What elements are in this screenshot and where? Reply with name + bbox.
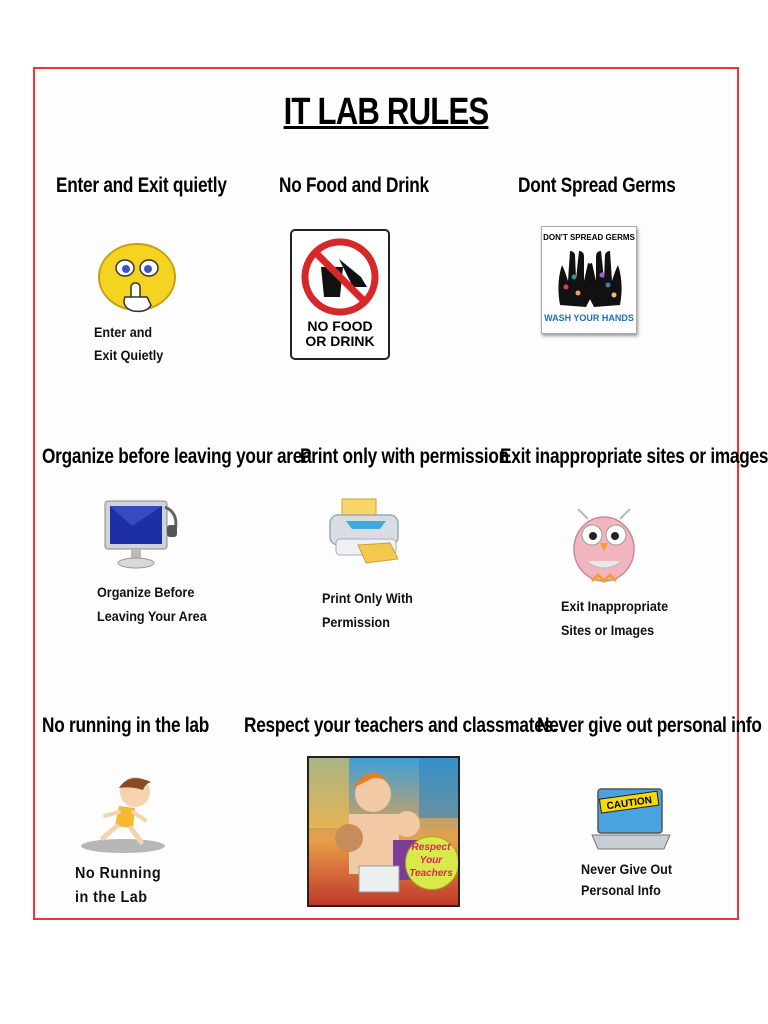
germs-hands-sign-icon (552, 247, 628, 309)
rule-heading-organize: Organize before leaving your area (42, 445, 312, 468)
respect-badge-line-1: Respect (411, 842, 451, 853)
caption-print-1: Print Only With (322, 590, 413, 606)
no-food-sign-icon (299, 237, 381, 317)
respect-badge-line-3: Teachers (409, 868, 453, 879)
respect-picture (307, 756, 460, 907)
caption-organize-1: Organize Before (97, 584, 195, 600)
quiet-face-icon (95, 239, 185, 319)
rule-heading-running: No running in the lab (42, 714, 210, 737)
germs-sign (541, 226, 637, 334)
laptop-caution-icon (590, 787, 672, 857)
computer-monitor-icon (101, 497, 185, 573)
owl-icon (566, 501, 642, 587)
germs-sign-bottom: WASH YOUR HANDS (544, 313, 634, 323)
caption-print-2: Permission (322, 614, 390, 630)
caption-personal-info-1: Never Give Out (581, 861, 673, 877)
caption-inappropriate-2: Sites or Images (561, 622, 655, 638)
no-food-sign-line-1: NO FOOD (307, 318, 373, 334)
caption-running-2: in the Lab (75, 889, 148, 906)
poster-title: IT LAB RULES (283, 91, 489, 133)
caption-inappropriate-1: Exit Inappropriate (561, 598, 669, 614)
germs-sign-top: DON'T SPREAD GERMS (543, 233, 635, 242)
laptop-badge-text: CAUTION (606, 794, 653, 813)
running-child-icon (73, 774, 173, 856)
caption-enter-exit-2: Exit Quietly (94, 347, 164, 363)
caption-personal-info-2: Personal Info (581, 882, 661, 898)
rule-heading-germs: Dont Spread Germs (518, 174, 676, 197)
rule-heading-enter-exit: Enter and Exit quietly (56, 174, 227, 197)
rule-heading-print: Print only with permission (300, 445, 509, 468)
caption-enter-exit-1: Enter and (94, 324, 153, 340)
no-food-sign-line-2: OR DRINK (305, 333, 375, 349)
printer-icon (324, 495, 408, 571)
respect-badge-line-2: Your (419, 855, 443, 866)
rules-poster (33, 67, 768, 920)
rule-heading-no-food: No Food and Drink (279, 174, 429, 197)
rule-heading-personal-info: Never give out personal info (537, 714, 762, 737)
caption-running-1: No Running (75, 865, 162, 882)
caption-organize-2: Leaving Your Area (97, 608, 207, 624)
rule-heading-respect: Respect your teachers and classmates. (244, 714, 558, 737)
no-food-sign (290, 229, 390, 360)
rule-heading-inappropriate: Exit inappropriate sites or images (500, 445, 768, 468)
